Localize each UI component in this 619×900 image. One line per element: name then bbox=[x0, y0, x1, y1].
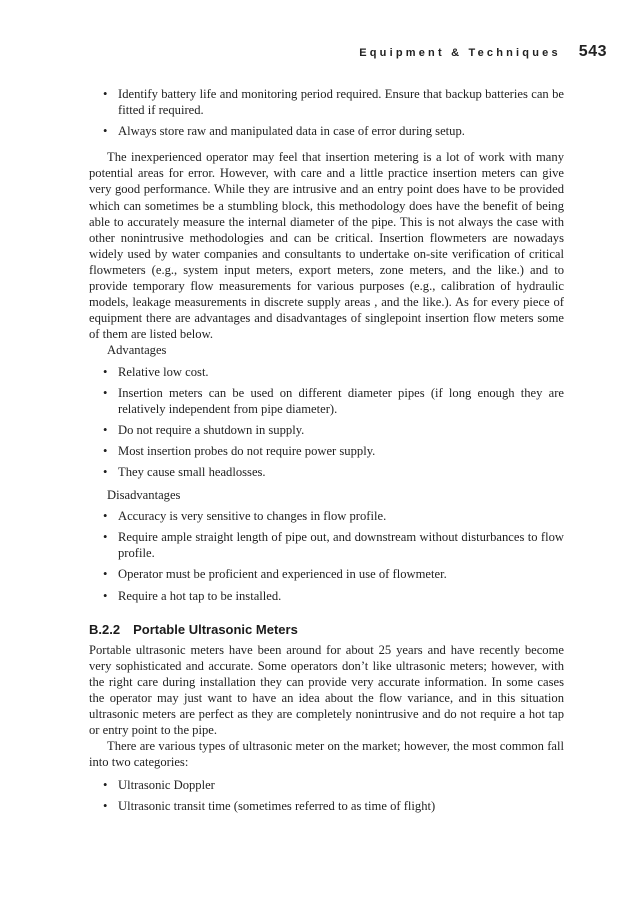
list-item: • Do not require a shutdown in supply. bbox=[89, 422, 564, 438]
section-title: Portable Ultrasonic Meters bbox=[133, 621, 298, 637]
list-item: • Most insertion probes do not require power supply. bbox=[89, 443, 564, 459]
list-item: • Require ample straight length of pipe out, and downstream without disturbances to flow profile. bbox=[89, 529, 564, 561]
list-item: • Identify battery life and monitoring period required. Ensure that backup batteries can be fitted if required. bbox=[89, 86, 564, 118]
intro-paragraph: The inexperienced operator may feel that insertion metering is a lot of work with many potential areas for error. However, with care and a little practice insertion meters can give very good performance. While they are intrusive and an entry point does have to be provided which can sometimes be a stumbling block, this methodology does have the benefit of being able to accurately measure the internal diameter of the pipe. This is not always the case with other nonintrusive methodologies and can be critical. Insertion flowmeters are nowadays widely used by water companies and consultants to undertake on-site verification of critical flowmeters (e.g., system input meters, export meters, zone meters, and the like.) and to provide temporary flow measurements for various purposes (e.g., calibration of hydraulic models, leakage measurements in discrete supply areas , and the like.). As for every piece of equipment there are advantages and disadvantages of singlepoint insertion flow meters some of them are listed below. bbox=[89, 150, 564, 342]
list-item: • Require a hot tap to be installed. bbox=[89, 588, 564, 604]
disadvantages-list bbox=[89, 508, 564, 603]
page-number: 543 bbox=[578, 43, 607, 60]
running-title: Equipment & Techniques bbox=[359, 47, 561, 59]
body-text bbox=[89, 86, 564, 815]
list-item: • Operator must be proficient and experienced in use of flowmeter. bbox=[89, 566, 564, 582]
list-item: • Ultrasonic Doppler bbox=[89, 777, 564, 793]
list-item: • They cause small headlosses. bbox=[89, 464, 564, 480]
section-paragraph: There are various types of ultrasonic meter on the market; however, the most common fall into two categories: bbox=[89, 739, 564, 770]
advantages-list bbox=[89, 364, 564, 481]
list-item: • Ultrasonic transit time (sometimes referred to as time of flight) bbox=[89, 798, 564, 814]
list-item: • Accuracy is very sensitive to changes in flow profile. bbox=[89, 508, 564, 524]
section-heading bbox=[89, 622, 564, 638]
list-item: • Insertion meters can be used on different diameter pipes (if long enough they are relatively independent from pipe diameter). bbox=[89, 385, 564, 417]
section-paragraph: Portable ultrasonic meters have been around for about 25 years and have recently become very sophisticated and accurate. Some operators don’t like ultrasonic meters; however, with the right care during installation they can provide very accurate information. In some cases the operator may just want to have an idea about the flow variance, and in this situation ultrasonic meters are perfect as they are completely nonintrusive and do not require a hot tap or entry point to the pipe. bbox=[89, 642, 564, 738]
advantages-heading: Advantages bbox=[107, 343, 167, 358]
list-item: • Relative low cost. bbox=[89, 364, 564, 380]
section-number: B.2.2 bbox=[89, 621, 121, 637]
running-header bbox=[359, 44, 607, 61]
setup-checklist bbox=[89, 86, 564, 139]
list-item: • Always store raw and manipulated data in case of error during setup. bbox=[89, 123, 564, 139]
disadvantages-heading: Disadvantages bbox=[107, 488, 181, 503]
ultrasonic-categories-list bbox=[89, 777, 564, 814]
